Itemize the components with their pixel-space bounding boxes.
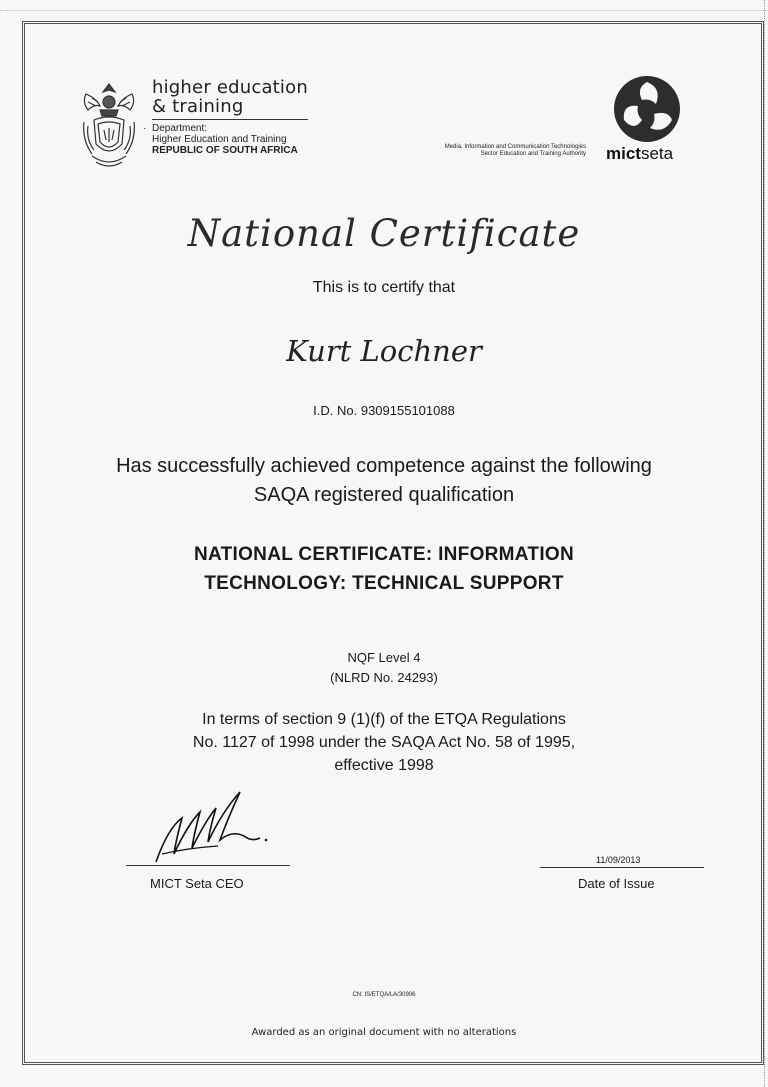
scan-edge-top (0, 0, 768, 11)
date-of-issue-label: Date of Issue (578, 876, 655, 891)
coat-of-arms-icon (78, 80, 140, 174)
certificate-title: National Certificate (187, 212, 581, 255)
id-number: I.D. No. 9309155101088 (313, 403, 455, 418)
recipient-name: Kurt Lochner (286, 334, 482, 368)
mict-word-bold: mict (606, 144, 641, 163)
qualification-line-2: TECHNOLOGY: TECHNICAL SUPPORT (204, 573, 564, 594)
country-name: REPUBLIC OF SOUTH AFRICA (152, 145, 298, 156)
mict-seta-wordmark (606, 145, 673, 163)
terms-line-2: No. 1127 of 1998 under the SAQA Act No. 58 of 1995, (192, 734, 576, 751)
dhet-line-1: higher education (152, 77, 308, 98)
cn-code: CN: IS/ETQA/LA/30906 (352, 992, 416, 998)
mict-desc-line-1: Media, Information and Communication Technologies (444, 144, 586, 150)
dept-label: Department: (152, 123, 208, 134)
dhet-line-2: & training (152, 96, 244, 117)
certify-line: This is to certify that (312, 279, 456, 296)
achievement-line-2: SAQA registered qualification (253, 484, 515, 506)
nqf-block (0, 648, 768, 688)
ceo-signature-icon (148, 788, 278, 868)
achievement-statement (0, 452, 768, 510)
nqf-level: NQF Level 4 (347, 650, 421, 665)
mict-description (380, 144, 586, 158)
qualification-line-1: NATIONAL CERTIFICATE: INFORMATION (193, 544, 574, 565)
dept-name: Higher Education and Training (152, 134, 287, 145)
awarded-note: Awarded as an original document with no alterations (251, 1027, 517, 1038)
dhet-wordmark (152, 78, 308, 116)
achievement-line-1: Has successfully achieved competence against the following (116, 455, 652, 477)
ceo-label: MICT Seta CEO (150, 876, 244, 891)
qualification-title (0, 540, 768, 598)
nlrd-number: (NLRD No. 24293) (330, 670, 438, 685)
dhet-department-block (152, 123, 298, 156)
ceo-signature-line (126, 865, 290, 866)
mict-seta-logo-icon (612, 74, 682, 144)
date-line (540, 867, 704, 868)
dept-bullet: · (143, 123, 147, 134)
terms-block (0, 708, 768, 777)
mict-word-light: seta (640, 144, 674, 163)
terms-line-1: In terms of section 9 (1)(f) of the ETQA Regulations (202, 711, 566, 728)
dhet-divider (152, 119, 308, 120)
issue-date: 11/09/2013 (596, 855, 641, 865)
terms-line-3: effective 1998 (334, 757, 434, 774)
mict-desc-line-2: Sector Education and Training Authority (480, 151, 586, 157)
